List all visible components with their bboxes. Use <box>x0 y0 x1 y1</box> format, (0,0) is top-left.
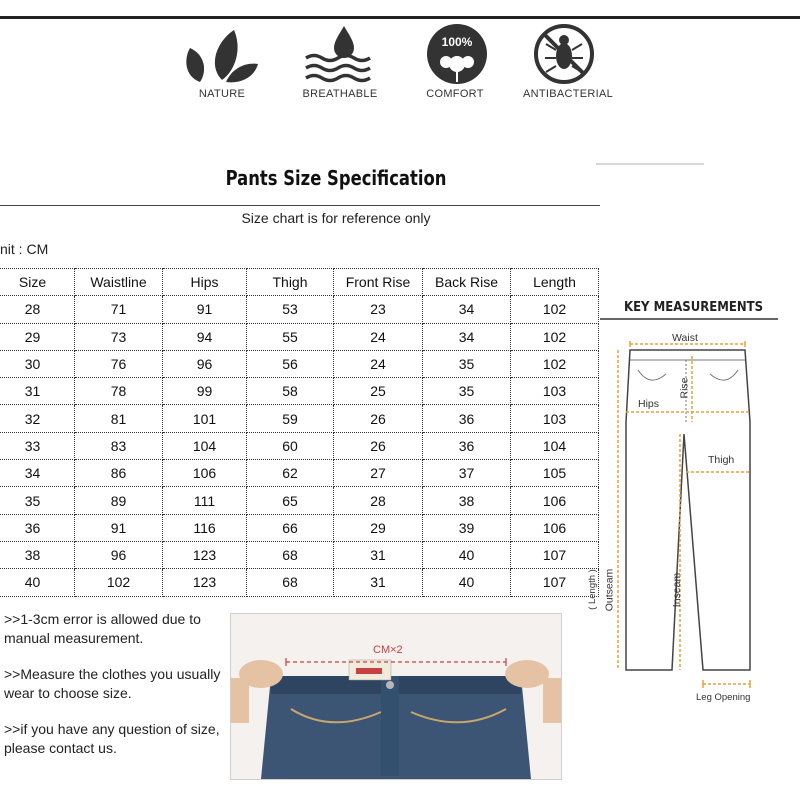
table-cell: 55 <box>247 323 334 350</box>
table-cell: 27 <box>334 460 423 487</box>
table-cell: 40 <box>423 541 511 568</box>
table-cell: 59 <box>247 405 334 432</box>
table-cell: 107 <box>511 569 599 596</box>
feature-nature <box>162 22 282 104</box>
tip-text: >>Measure the clothes you usually wear to choose size. <box>4 666 221 701</box>
feature-label: BREATHABLE <box>302 88 378 100</box>
outseam-label: Outseam <box>603 568 616 612</box>
header-cell: Size <box>0 269 75 296</box>
table-cell: 104 <box>511 432 599 459</box>
table-cell: 81 <box>75 405 163 432</box>
table-cell: 106 <box>511 514 599 541</box>
table-cell: 40 <box>423 569 511 596</box>
table-cell: 68 <box>247 569 334 596</box>
header-cell: Thigh <box>247 269 334 296</box>
table-cell: 39 <box>423 514 511 541</box>
table-cell: 32 <box>0 405 75 432</box>
table-cell: 24 <box>334 323 423 350</box>
table-cell: 73 <box>75 323 163 350</box>
table-cell: 104 <box>163 432 247 459</box>
cotton-icon <box>395 22 515 86</box>
water-drop-icon <box>280 22 400 86</box>
table-row <box>0 296 599 323</box>
header-cell: Waistline <box>75 269 163 296</box>
table-cell: 31 <box>334 541 423 568</box>
table-cell: 60 <box>247 432 334 459</box>
rise-label: Rise <box>678 377 691 399</box>
table-row <box>0 323 599 350</box>
measurement-tips <box>0 610 230 775</box>
feature-label: NATURE <box>198 88 246 100</box>
table-cell: 71 <box>75 296 163 323</box>
feature-antibacterial <box>508 22 628 104</box>
table-cell: 29 <box>334 514 423 541</box>
table-cell: 26 <box>334 405 423 432</box>
table-cell: 78 <box>75 378 163 405</box>
table-cell: 96 <box>75 541 163 568</box>
table-cell: 94 <box>163 323 247 350</box>
table-cell: 40 <box>0 569 75 596</box>
table-cell: 35 <box>423 378 511 405</box>
waist-label: Waist <box>672 332 698 344</box>
table-cell: 28 <box>0 296 75 323</box>
table-row <box>0 378 599 405</box>
cm-label: CM×2 <box>373 644 403 656</box>
inseam-label: Inseam <box>671 572 684 608</box>
table-row <box>0 514 599 541</box>
table-cell: 116 <box>163 514 247 541</box>
title-divider <box>0 205 600 206</box>
faint-divider <box>596 163 704 165</box>
table-cell: 96 <box>163 350 247 377</box>
jeans-photo-illustration <box>231 614 561 779</box>
pants-outline-illustration <box>600 322 800 722</box>
table-cell: 31 <box>334 569 423 596</box>
table-row <box>0 541 599 568</box>
table-cell: 111 <box>163 487 247 514</box>
table-cell: 123 <box>163 541 247 568</box>
table-cell: 106 <box>163 460 247 487</box>
tip-text: >>if you have any question of size, please contact us. <box>4 721 220 756</box>
table-cell: 35 <box>423 350 511 377</box>
table-cell: 91 <box>163 296 247 323</box>
table-cell: 24 <box>334 350 423 377</box>
table-cell: 103 <box>511 378 599 405</box>
header-cell: Hips <box>163 269 247 296</box>
reference-note: Size chart is for reference only <box>241 210 431 226</box>
table-cell: 36 <box>423 432 511 459</box>
table-cell: 53 <box>247 296 334 323</box>
feature-label: COMFORT <box>426 88 484 100</box>
table-cell: 36 <box>0 514 75 541</box>
comfort-percent: 100% <box>441 35 473 49</box>
table-cell: 35 <box>0 487 75 514</box>
table-cell: 83 <box>75 432 163 459</box>
table-cell: 56 <box>247 350 334 377</box>
leaves-icon <box>162 22 282 86</box>
table-cell: 102 <box>511 296 599 323</box>
table-cell: 36 <box>423 405 511 432</box>
table-cell: 38 <box>0 541 75 568</box>
table-cell: 101 <box>163 405 247 432</box>
table-body <box>0 296 599 596</box>
feature-comfort <box>395 22 515 104</box>
table-cell: 66 <box>247 514 334 541</box>
leg-opening-label: Leg Opening <box>696 692 751 703</box>
key-title-divider <box>600 318 778 320</box>
table-cell: 37 <box>423 460 511 487</box>
length-label: ( Length ) <box>586 569 598 610</box>
pants-diagram <box>586 322 800 722</box>
table-cell: 123 <box>163 569 247 596</box>
feature-breathable <box>280 22 400 104</box>
table-cell: 68 <box>247 541 334 568</box>
table-cell: 86 <box>75 460 163 487</box>
table-cell: 34 <box>423 323 511 350</box>
hips-label: Hips <box>638 398 660 410</box>
key-measurements-title: KEY MEASUREMENTS <box>624 300 764 315</box>
table-row <box>0 460 599 487</box>
table-cell: 107 <box>511 541 599 568</box>
table-cell: 25 <box>334 378 423 405</box>
table-row <box>0 432 599 459</box>
page-title: Pants Size Specification <box>225 166 447 190</box>
table-cell: 105 <box>511 460 599 487</box>
thigh-label: Thigh <box>708 454 735 466</box>
table-cell: 76 <box>75 350 163 377</box>
table-cell: 33 <box>0 432 75 459</box>
header-cell: Back Rise <box>423 269 511 296</box>
table-row <box>0 487 599 514</box>
table-cell: 29 <box>0 323 75 350</box>
table-cell: 31 <box>0 378 75 405</box>
size-table <box>0 268 599 597</box>
header-cell: Front Rise <box>334 269 423 296</box>
table-cell: 58 <box>247 378 334 405</box>
unit-label: nit : CM <box>0 241 49 257</box>
table-row <box>0 350 599 377</box>
table-cell: 102 <box>511 350 599 377</box>
table-cell: 38 <box>423 487 511 514</box>
table-cell: 65 <box>247 487 334 514</box>
table-cell: 26 <box>334 432 423 459</box>
table-cell: 62 <box>247 460 334 487</box>
bug-icon <box>508 22 628 86</box>
waist-measure-photo <box>230 613 562 780</box>
table-cell: 102 <box>511 323 599 350</box>
table-cell: 91 <box>75 514 163 541</box>
table-cell: 103 <box>511 405 599 432</box>
table-cell: 99 <box>163 378 247 405</box>
table-cell: 34 <box>423 296 511 323</box>
table-row <box>0 405 599 432</box>
table-cell: 28 <box>334 487 423 514</box>
table-cell: 89 <box>75 487 163 514</box>
table-cell: 30 <box>0 350 75 377</box>
table-cell: 102 <box>75 569 163 596</box>
table-row <box>0 569 599 596</box>
table-cell: 34 <box>0 460 75 487</box>
header-cell: Length <box>511 269 599 296</box>
table-cell: 106 <box>511 487 599 514</box>
table-cell: 23 <box>334 296 423 323</box>
feature-label: ANTIBACTERIAL <box>522 88 614 100</box>
table-header-row <box>0 269 599 296</box>
top-border <box>0 16 800 19</box>
tip-text: >>1-3cm error is allowed due to manual measurement. <box>4 611 201 646</box>
